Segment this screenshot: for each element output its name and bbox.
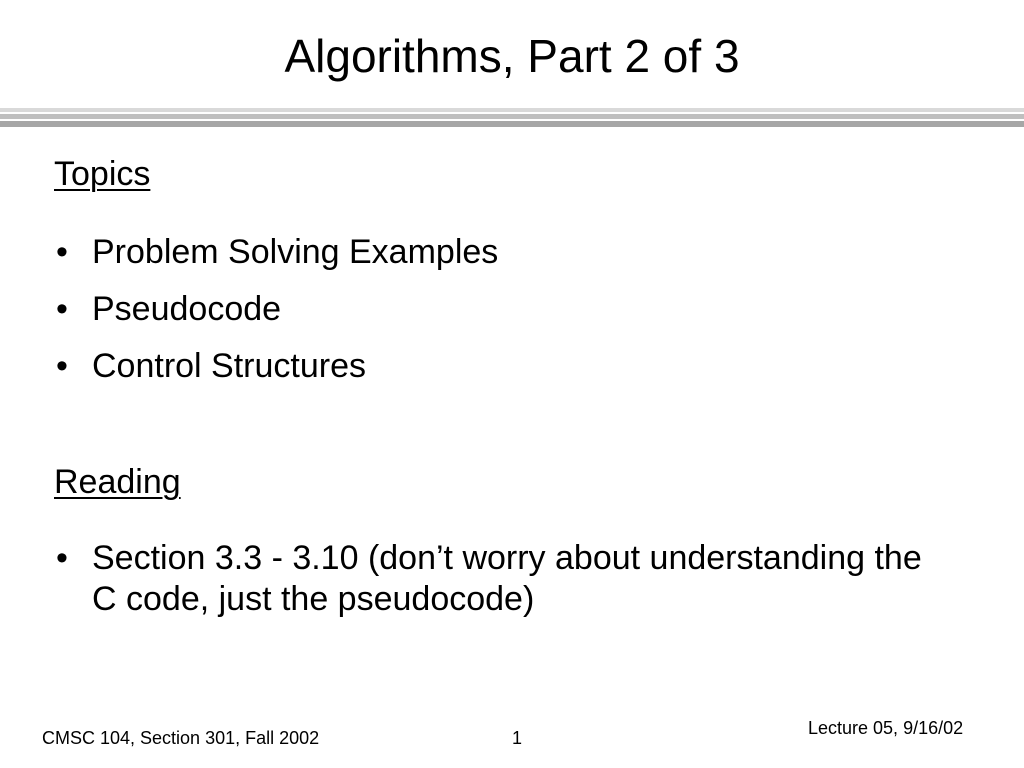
title-divider (0, 108, 1024, 130)
footer-page-number: 1 (512, 728, 523, 748)
reading-heading: Reading (54, 463, 181, 501)
topic-text: Problem Solving Examples (92, 233, 499, 271)
bullet-icon: • (56, 346, 68, 385)
bullet-icon: • (56, 539, 68, 577)
footer-course: CMSC 104, Section 301, Fall 2002 (42, 728, 320, 748)
topics-heading: Topics (54, 155, 151, 193)
bullet-icon: • (56, 289, 68, 328)
divider-band-dark (0, 121, 1024, 127)
list-item (54, 538, 954, 620)
divider-band-mid (0, 114, 1024, 119)
footer-lecture: Lecture 05, 9/16/02 (808, 718, 964, 738)
topics-list (54, 232, 954, 402)
divider-band-light (0, 108, 1024, 112)
reading-text: Section 3.3 - 3.10 (don’t worry about understanding the C code, just the pseudocode) (92, 539, 922, 618)
bullet-icon: • (56, 233, 68, 271)
topic-text: Pseudocode (92, 289, 282, 328)
list-item (54, 289, 954, 330)
reading-list (54, 538, 954, 636)
list-item (54, 346, 954, 387)
topic-text: Control Structures (92, 346, 366, 385)
slide-title: Algorithms, Part 2 of 3 (284, 30, 740, 82)
list-item (54, 232, 954, 273)
